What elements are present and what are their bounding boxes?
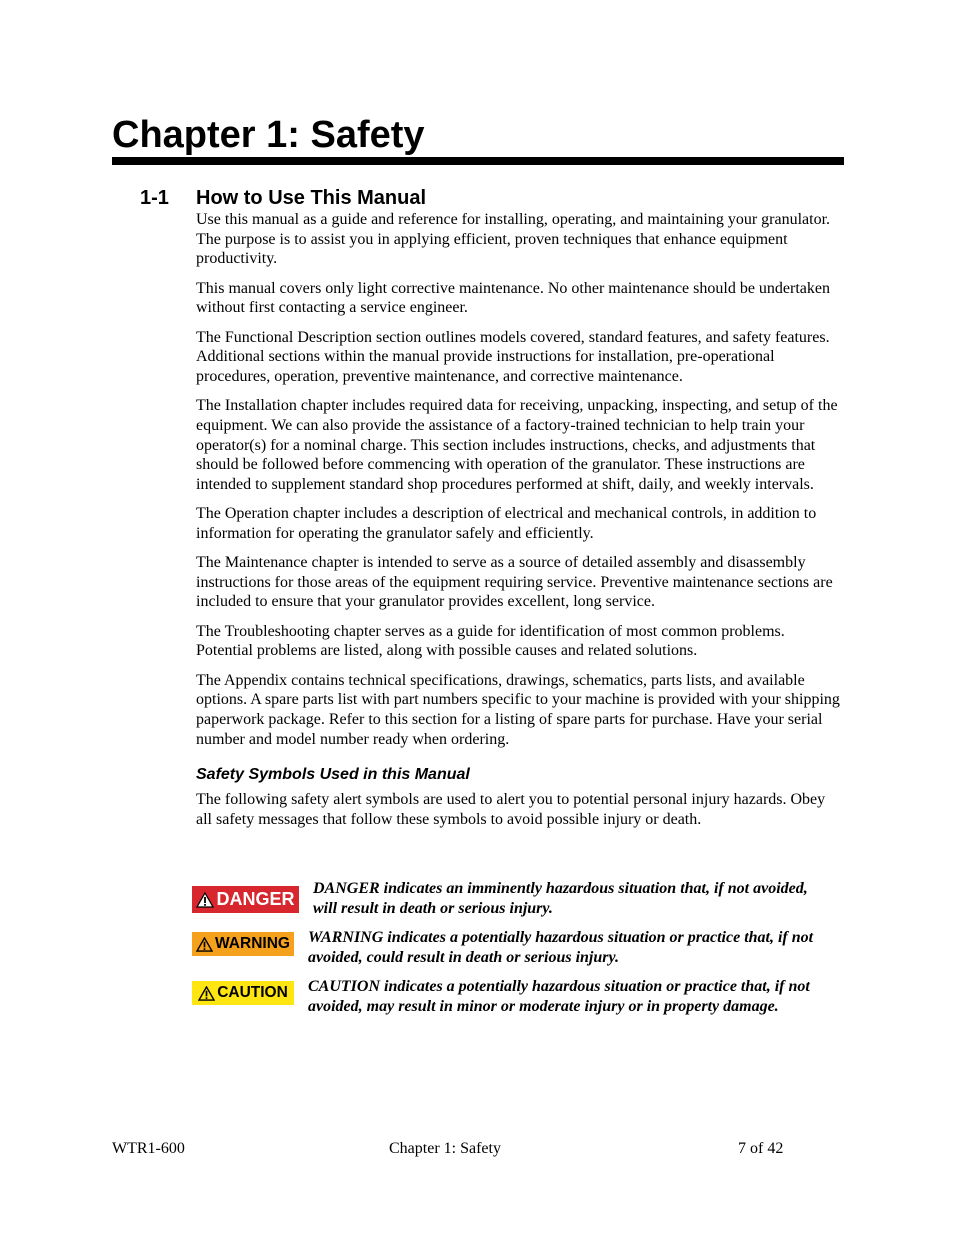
- section-number: 1-1: [140, 187, 169, 209]
- paragraph-operation: The Operation chapter includes a description of electrical and mechanical controls, in addition to information for operating the granulator safely and efficiently.: [196, 505, 817, 542]
- paragraph-installation: The Installation chapter includes required data for receiving, unpacking, inspecting, and setup of the equipment. We can also provide the assistance of a factory-trained technician to help train your operator(s) for a nominal charge. This section includes instructions, checks, and adjustments that should be followed before commencing with operation of the granulator. These instructions are intended to supplement standard shop procedures performed at shift, daily, and weekly intervals.: [196, 397, 838, 493]
- paragraph-appendix: The Appendix contains technical specifications, drawings, schematics, parts lists, and available options. A spare parts list with part numbers specific to your machine is provided with your shipping paperwork package. Refer to this section for a listing of spare parts for purchase. Have your serial number and model number ready when ordering.: [196, 671, 840, 748]
- warning-badge: [192, 932, 294, 956]
- section-body: [196, 210, 844, 839]
- warning-description: WARNING indicates a potentially hazardous situation or practice that, if not avoided, could result in death or serious injury.: [308, 929, 814, 966]
- section-title: How to Use This Manual: [196, 187, 427, 209]
- danger-symbol-row: [190, 879, 850, 919]
- paragraph-functional-description: The Functional Description section outlines models covered, standard features, and safety features. Additional sections within the manual provide instructions for installation, pre-operational procedures, operation, preventive maintenance, and corrective maintenance.: [196, 328, 830, 385]
- danger-badge-label: DANGER: [216, 889, 295, 909]
- footer-page-number: 7 of 42: [738, 1140, 784, 1157]
- warning-triangle-icon: [196, 937, 213, 952]
- warning-symbol-row: [190, 928, 850, 968]
- section-heading: [140, 185, 426, 211]
- page-footer: [0, 1139, 954, 1159]
- footer-chapter: Chapter 1: Safety: [389, 1140, 501, 1157]
- chapter-title-rule: [112, 157, 844, 165]
- caution-badge-label: CAUTION: [217, 984, 288, 1001]
- paragraph-troubleshooting: The Troubleshooting chapter serves as a guide for identification of most common problems. Potential problems are listed, along with possible causes and related solutions.: [196, 622, 785, 660]
- chapter-title: Chapter 1: Safety: [112, 114, 425, 156]
- caution-description: CAUTION indicates a potentially hazardous situation or practice that, if not avoided, may result in minor or moderate injury or in property damage.: [308, 978, 810, 1015]
- warning-triangle-icon: [196, 892, 214, 908]
- paragraph-maintenance-scope: This manual covers only light corrective maintenance. No other maintenance should be undertaken without first contacting a service engineer.: [196, 279, 830, 317]
- caution-badge: [192, 981, 294, 1005]
- paragraph-maintenance: The Maintenance chapter is intended to serve as a source of detailed assembly and disassembly instructions for those areas of the equipment requiring service. Preventive maintenance sections are included to ensure that your granulator provides excellent, long service.: [196, 554, 833, 611]
- safety-symbols-subheading: Safety Symbols Used in this Manual: [196, 766, 470, 784]
- safety-symbols-list: [190, 879, 850, 1026]
- warning-triangle-icon: [198, 986, 215, 1001]
- danger-description: DANGER indicates an imminently hazardous situation that, if not avoided, will result in death or serious injury.: [313, 880, 808, 917]
- warning-badge-label: WARNING: [215, 935, 290, 952]
- caution-symbol-row: [190, 977, 850, 1017]
- paragraph-purpose: Use this manual as a guide and reference for installing, operating, and maintaining your granulator. The purpose is to assist you in applying efficient, proven techniques that enhance equipment productivity.: [196, 211, 831, 268]
- footer-document-id: WTR1-600: [112, 1140, 185, 1157]
- paragraph-safety-intro: The following safety alert symbols are used to alert you to potential personal injury hazards. Obey all safety messages that follow these symbols to avoid possible injury or death.: [196, 791, 826, 829]
- danger-badge: [192, 886, 299, 913]
